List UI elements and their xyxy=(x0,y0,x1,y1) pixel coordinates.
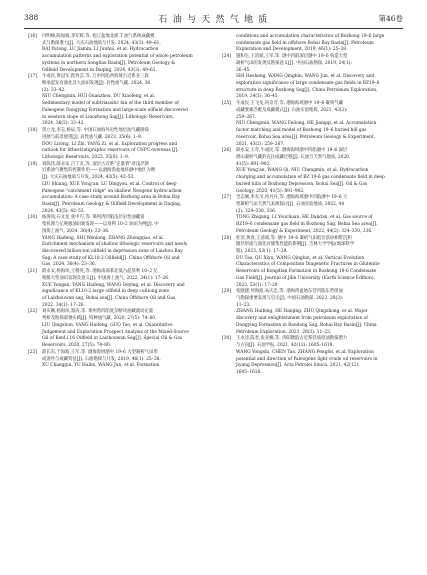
reference-line: BAI Yutong, LU Jiamin, LI Junhui, et al. Hydrocarbon xyxy=(42,47,159,53)
reference-line: Lithologic Reservoirs, 2023, 35(6): 1–9. xyxy=(42,154,130,160)
reference-line: charging and accumulation of BZ 19-6 gas condensate field in deep xyxy=(236,175,385,181)
reference-line: Enrichment mechanism of shallow lithologic reservoirs and newly xyxy=(42,242,188,248)
reference-line: Sedimentary model of subtriassitic fan of the third member of xyxy=(42,101,179,107)
reference-line: 薛长东,于海波,王军,等. 渤海海域渤中 19–6 大型凝析气田形 xyxy=(42,349,158,355)
reference-line: reservoir, Bohai Sea area[J]. Petroleum Geology & Experiment, xyxy=(236,134,376,140)
reference-entry xyxy=(28,269,208,309)
reference-line: systems in northern Songliao Basin[J]. Petroleum Geology & xyxy=(42,60,176,66)
reference-line: potential and direction of Paleogene light crude oil reservoirs in xyxy=(236,356,378,362)
reference-entry xyxy=(28,309,208,349)
reference-line: 刘庆顺,杨海风,郭涛,等. 莱州湾凹陷复杂断块油藏滚动定量 xyxy=(42,309,154,315)
reference-line: factor matching and model of Bozhong 19–6 buried hill gas xyxy=(236,128,367,134)
reference-line: Petroleum Exploration, 2023, 28(3): 11–23. xyxy=(236,329,332,335)
reference-line: WANG Yongshi, CHEN Tao, ZHANG Pengfei, et al. Exploration xyxy=(236,349,374,355)
volume-label: 第46卷 xyxy=(378,14,403,23)
reference-line: 气勘探重要发现与启示[J]. 中国石油勘探, 2023, 28(3): xyxy=(236,296,344,302)
page-number: 388 xyxy=(24,13,39,22)
reference-line: exploration significance of large condensate gas fields in BZ19–6 xyxy=(236,81,380,87)
reference-line: SHI Hesheng, WANG Qingbin, WANG Jun, et al. Discovery and xyxy=(236,74,375,80)
reference-entry xyxy=(222,148,402,195)
reference-line: XUE Yong'an, WANG Qi, NIU Chengmin, et al. Hydrocarbon xyxy=(236,168,369,174)
reference-line: (2): 33–42. xyxy=(42,87,66,93)
reference-line: 牛成民,王飞龙,何京音,等. 渤海海域渤中 19–6 凝析气藏 xyxy=(236,101,344,107)
reference-line: 凝析气田的发现及勘探意义[J]. 中国石油勘探, 2019, 24(1): xyxy=(236,60,352,66)
reference-line: Judgement and Exploration Prospect Analysis of the Mixed-Source xyxy=(42,329,189,335)
reference-line: 型凝析气田天然气来源探讨[J]. 石油实验地质, 2022, 44 xyxy=(236,201,345,207)
reference-line: 判析及勘探部署实践[J]. 特种油气藏, 2020, 27(5): 74–80. xyxy=(42,316,157,322)
reference-line: Paleogene "catchment ridge" on shallow Neogene hydrocarbon xyxy=(42,188,182,194)
reference-line: 式与勘探潜力[J]. 大庆石油地质与开发, 2024, 43(3): 49–61. xyxy=(42,40,161,46)
reference-line: 与方向[J]. 石油学报, 2021, 42(12): 1605–1618. xyxy=(236,343,334,349)
reference-line: of Laizhouwan sag, Bohai sea[J]. China Offshore Oil and Gas, xyxy=(42,296,177,302)
reference-line: accumulation patterns and exploration potential of whole petroleum xyxy=(42,54,193,60)
reference-line: BZ19–6 condensate gas field in Bozhong Sag, Bohai Sea area[J]. xyxy=(236,222,378,228)
reference-line: Jiyang Depression[J]. Acta Petrolei Sinica, 2021, 42(12): xyxy=(236,363,360,369)
reference-line: 杜浩,黄春,王清斌,等. 渤中 19–6 凝析气田低位富砂相带沉积 xyxy=(236,235,352,241)
reference-line: Reservoirs, 2020, 27(5): 74–80. xyxy=(42,343,112,349)
reference-number: [22] xyxy=(28,309,37,315)
reference-line: 1605–1618. xyxy=(236,369,262,375)
reference-line: discovery and enlightenment from petroleum exploration of xyxy=(236,316,368,322)
reference-line: outlook for lithostratigraphic reservoirs of CNPC overseas [J]. xyxy=(42,148,179,154)
reference-number: [23] xyxy=(28,349,37,355)
reference-number: [26] xyxy=(222,148,231,154)
reference-line: Oil of KenLi 16 Oilfield in Laizhouwan Sag[J]. Special Oil & Gas xyxy=(42,336,183,342)
reference-line: YANG Haifeng, SHI Wenlong, ZHANG Zhongqiao, et al. xyxy=(42,235,165,241)
reference-number: [18] xyxy=(28,128,37,134)
reference-line: [J]. 大庆石油地质与开发, 2024, 43(5): 42–53. xyxy=(42,175,135,181)
reference-entry xyxy=(222,289,402,336)
reference-line: 牛成民,黄冠军,程春芸,等. 辽中凹陷西斜坡古近系多三段 xyxy=(42,74,149,80)
reference-line: Geology, 2020, 41(5): 891–902. xyxy=(236,188,305,194)
reference-line: Gas Field[J]. Journal of Jilin University (Earth Science Edition), xyxy=(236,275,375,281)
reference-number: [29] xyxy=(222,289,231,295)
reference-line: ZHANG Huifeng, HE Haiqing, ZHU Qingzhong, et al. Major xyxy=(236,309,368,315)
reference-line: Petroleum Geology & Experiment, 2022, 44(2): 324–330, 336. xyxy=(236,228,373,234)
reference-line: Gas, 2024, 36(4): 23–36. xyxy=(42,262,96,268)
reference-number: [17] xyxy=(28,74,37,80)
reference-line: Sag: A case study of KL10-2 Oilfield[J]. China Offshore Oil and xyxy=(42,255,180,261)
reference-line: 成条件与成藏特征[J]. 石油勘探与开发, 2019, 46(1): 25–38. xyxy=(42,356,161,362)
reference-line: 2019, 24(1): 36–45. xyxy=(236,94,279,100)
reference-line: Basin[J]. Petroleum Geology & Oilfield Development in Daqing, xyxy=(42,201,182,207)
reference-line: Characteristics of Composition Diagenetic Fractures in Glutenite xyxy=(236,262,380,268)
reference-line: NIU Chengmin, HUI Guanzhou, DU Xiaofeng, et al. xyxy=(42,94,156,100)
reference-number: [16] xyxy=(28,34,37,39)
reference-number: [21] xyxy=(28,269,37,275)
reference-line: 11–23. xyxy=(236,302,251,308)
reference-line: Oilfield Development in Daqing, 2024, 43(3): 49–61. xyxy=(42,67,157,73)
reference-entry xyxy=(222,336,402,376)
reference-line: conditions and accumulation characteristics of Bozhong 19–6 large xyxy=(236,34,385,39)
reference-line: DOU Lirong, LI Zhi, YANG Zi, et al. Exploration progress and xyxy=(42,141,178,147)
reference-line: condensate gas field in offshore Bohai Bay Basin[J]. Petroleum xyxy=(236,40,374,46)
reference-entry xyxy=(28,215,208,269)
reference-line: 2022, 34(1): 17–26. xyxy=(42,302,85,308)
reference-line: 薛永安,王奇,牛成民,等. 渤海海域渤中凹陷渤中 19–6 深层 xyxy=(236,148,348,154)
reference-entry xyxy=(28,350,208,370)
reference-line: structure in deep Bozhong Sag[J]. China Petroleum Exploration, xyxy=(236,87,378,93)
reference-number: [30] xyxy=(222,336,231,342)
reference-entry xyxy=(28,162,208,216)
reference-line: 41(5): 891–902. xyxy=(236,161,271,167)
reference-entry xyxy=(222,34,402,54)
reference-line: 薛永安,杨海风,王德英,等. 渤海南部莱北低凸起垦利 10–2 亿 xyxy=(42,269,158,275)
reference-line: 刘陈伟,薛永安,吕丁友,等. 深层古近系“走量背”对浅层新 xyxy=(42,161,149,167)
reference-line: XU Changgui, YU Haibo, WANG Jun, et al. Formation xyxy=(42,363,160,369)
reference-line: accumulation: A case study around Bozhong area in Bohai Bay xyxy=(42,195,181,201)
reference-number: [28] xyxy=(222,235,231,241)
reference-line: 国海上油气, 2024, 36(4): 23–36. xyxy=(42,228,110,234)
reference-line: LIU Shiang, XUE Yong'an, LU Dingyou, et al. Control of deep xyxy=(42,181,177,187)
reference-entry xyxy=(222,236,402,290)
reference-line: 吨级大型油田发现及意义[J]. 中国海上油气, 2022, 34(1): 17–26. xyxy=(42,275,170,281)
reference-number: [24] xyxy=(222,54,231,60)
reference-entry xyxy=(28,34,208,74)
reference-entry xyxy=(28,74,208,128)
references-right-column xyxy=(222,34,402,377)
reference-line: LIU Qingshun, YANG Haifeng, GUO Tao, et al. Quantitative xyxy=(42,322,173,328)
reference-line: 付明峰,陈加坡,李军辉,等. 松辽盆地北部 T 油气系统成藏模 xyxy=(42,34,155,39)
reference-line: 继承起发育演化及大油田发现[J]. 岩性油气藏, 2024, 36 xyxy=(42,81,151,87)
reference-entry xyxy=(222,54,402,101)
reference-line: Exploration and Development, 2019, 46(1): 25–38. xyxy=(236,47,348,53)
reference-line: discovered billion-ton oilfield in depression zone of Laizhou Bay xyxy=(42,249,183,254)
reference-line: 成藏要素匹配及成藏模式[J]. 石油实验地质, 2021, 43(2): xyxy=(236,107,348,113)
reference-line: DU Tao, QU Xiyu, WANG Qingbin, et al. Vertical Evolution xyxy=(236,255,365,261)
reference-number: [25] xyxy=(222,101,231,107)
reference-line: 版), 2023, 53(1): 17–29. xyxy=(236,249,288,254)
reference-line: Dongying Formation in Baodong Sag, Bohai Bay Basin[J]. China xyxy=(236,322,377,328)
reference-line: 集机理与亿吨级油田新发现——以垦利 10–2 油田为例[J]. 中 xyxy=(42,222,159,228)
reference-line: 进展与前景展望[J]. 岩性油气藏, 2023, 35(6): 1–9. xyxy=(42,134,143,140)
reference-line: 储层形成与演化对储集性能的影响[J]. 吉林大学学报(地球科学 xyxy=(236,242,355,248)
reference-line: 施和生,王清斌,王军,等. 渤中凹陷深层渤中 19–6 构造大型 xyxy=(236,54,348,60)
reference-line: 259–267. xyxy=(236,114,257,120)
reference-line: 贺立龙,李志,杨辰,等. 中国石油海外岩性地层油气藏勘探 xyxy=(42,128,149,134)
reference-line: 2024, 43(5): 42–53. xyxy=(42,208,85,214)
journal-title: 石 油 与 天 然 气 地 质 xyxy=(158,15,269,25)
reference-line: 2024, 36(2): 33–42. xyxy=(42,121,85,127)
reference-line: (2): 324–330, 336. xyxy=(236,208,277,214)
reference-line: XUE Yongan, YANG Haifeng, WANG Deying, et al. Discovery and xyxy=(42,282,185,288)
references-left-column xyxy=(28,34,208,370)
reference-line: Reservoirs of Kongdian Formation in Bozhong 19-6 Condensate xyxy=(236,269,377,275)
reference-line: in western slope of Liaozhong Sag[J]. Lithologic Reservoirs, xyxy=(42,114,174,120)
reference-line: 近系油气聚集的控制作用——以渤海湾盆地环渤中地区为例 xyxy=(42,168,155,174)
reference-line: 全志刚,李友川,何丹丹,等. 渤海海域渤中凹陷渤中 19–6 大 xyxy=(236,195,348,201)
reference-line: Paleogene Dongying Formation and large-scale oilfield discovered xyxy=(42,107,188,113)
page-header xyxy=(24,12,403,29)
reference-line: 2023, 53(1): 17–29. xyxy=(236,282,279,288)
reference-line: 36–45. xyxy=(236,67,251,73)
reference-entry xyxy=(222,101,402,148)
reference-entry xyxy=(222,195,402,235)
reference-number: [27] xyxy=(222,195,231,201)
reference-entry xyxy=(28,128,208,162)
reference-line: 杨海风,石文龙,张中巧,等. 莱州湾凹陷浅层岩性油藏富 xyxy=(42,215,145,221)
reference-line: 潜山凝析气藏的充注成藏过程[J]. 石油与天然气地质, 2020, xyxy=(236,154,351,160)
reference-line: 王永诗,陈奎,张亚楠,等. 济阳坳陷古近系轻质原油勘探潜力 xyxy=(236,336,348,342)
reference-line: buried hills of Bozhong Depression, Bohai Sea[J]. Oil & Gas xyxy=(236,181,368,187)
reference-number: [19] xyxy=(28,161,37,167)
reference-line: TONG Zhigang, LI Youchuan, HE Dandan, et al. Gas source of xyxy=(236,215,373,221)
reference-line: 2021, 43(2): 259–267. xyxy=(236,141,285,147)
reference-line: significance of KL10-2 large oilfield in deep cultiong zone xyxy=(42,289,170,295)
reference-line: NIU Chengmin, WANG Feilong, HE Jiangqi, et al. Accumulation xyxy=(236,121,377,127)
reference-number: [20] xyxy=(28,215,37,221)
reference-line: 张晓建,何海波,朱庆忠,等. 渤海湾盆地东营凹陷东营组油 xyxy=(236,289,343,295)
